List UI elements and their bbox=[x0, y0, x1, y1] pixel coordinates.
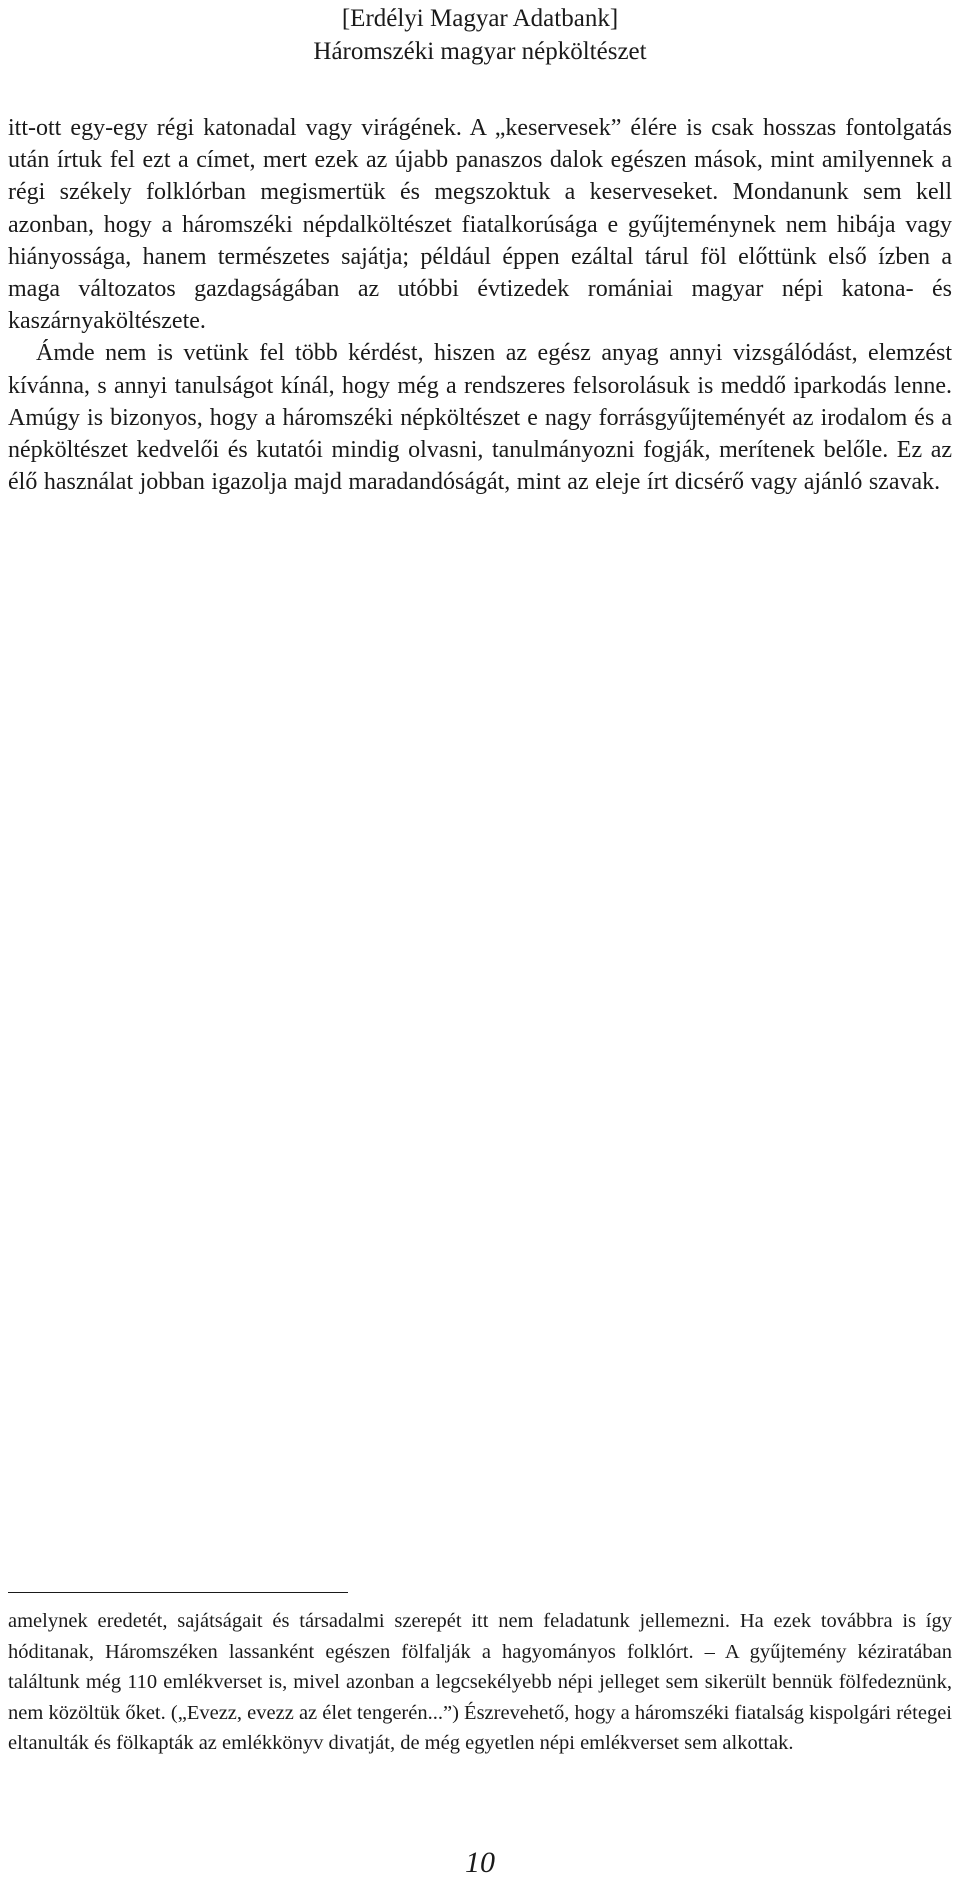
footnote-separator bbox=[8, 1592, 348, 1593]
page-number: 10 bbox=[465, 1846, 495, 1879]
body-paragraph-2: Ámde nem is vetünk fel több kérdést, hiszen az egész anyag annyi vizsgálódást, elemzést kívánna, s annyi tanulságot kínál, hogy még a rendszeres felsorolásuk is meddő iparkodás lenne. Amúgy is bizonyos, hogy a háromszéki népköltészet e nagy forrásgyűjteményét az irodalom és a népköltészet kedvelői és kutatói mindig olvasni, tanulmányozni fogják, merítenek belőle. Ez az élő használat jobban igazolja majd maradandóságát, mint az eleje írt dicsérő vagy ajánló szavak. bbox=[8, 340, 952, 496]
header-title: Háromszéki magyar népköltészet bbox=[313, 38, 647, 65]
page-header bbox=[0, 2, 960, 68]
main-text bbox=[8, 112, 952, 498]
header-source: [Erdélyi Magyar Adatbank] bbox=[341, 5, 619, 32]
footnote-text: amelynek eredetét, sajátságait és társadalmi szerepét itt nem feladatunk jellemezni. Ha ezek továbbra is így hóditanak, Háromszéken lassanként egészen fölfalják a hagyományos folklórt. – A gyűjtemény kéziratában találtunk még 110 emlékverset is, mivel azonban a legcsekélyebb népi jelleget sem sikerült bennük fölfedeznünk, nem közöltük őket. („Evezz, evezz az élet tengerén...”) Észrevehető, hogy a háromszéki fiatalság kispolgári rétegei eltanulták és fölkapták az emlékkönyv divatját, de még egyetlen népi emlékverset sem alkottak. bbox=[8, 1610, 952, 1755]
footnote bbox=[8, 1606, 952, 1759]
body-paragraph-1: itt-ott egy-egy régi katonadal vagy virágének. A „keservesek” élére is csak hosszas fontolgatás után írtuk fel ezt a címet, mert ezek az újabb panaszos dalok egészen mások, mint amilyennek a régi székely folklórban megismertük és megszoktuk a keserveseket. Mondanunk sem kell azonban, hogy a háromszéki népdalköltészet fiatalkorúsága e gyűjteménynek nem hibája vagy hiányossága, hanem természetes sajátja; például éppen ezáltal tárul föl előttünk első ízben a maga változatos gazdagságában az utóbbi évtizedek romániai magyar népi katona- és kaszárnyaköltészete. bbox=[8, 115, 952, 335]
